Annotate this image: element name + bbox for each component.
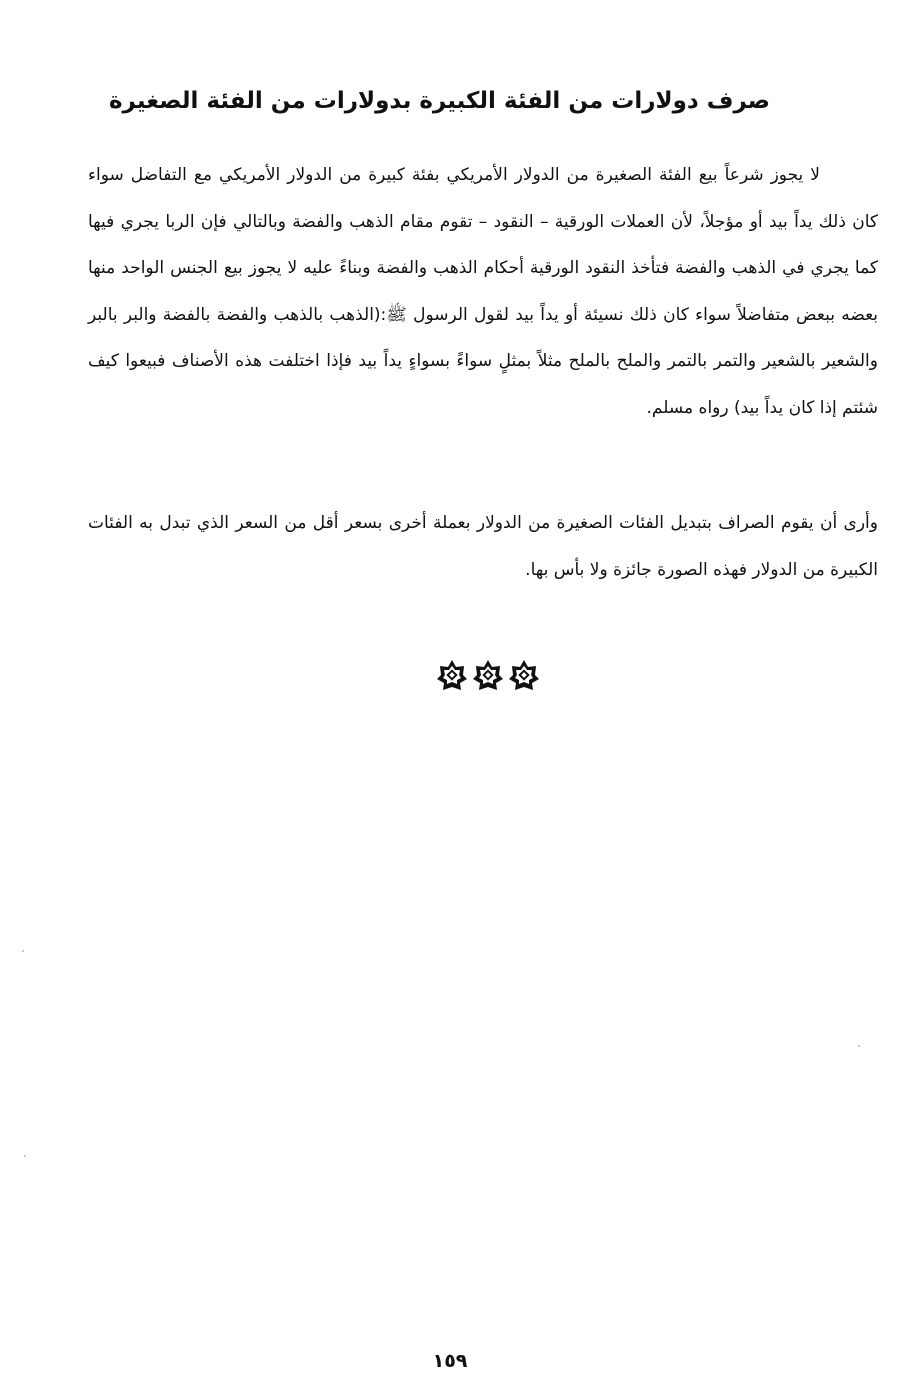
body-paragraph-2: وأرى أن يقوم الصراف بتبديل الفئات الصغيرة من الدولار بعملة أخرى بسعر أقل من السعر الذي تبدل به الفئات الكبيرة من الدولار فهذه الصورة جائزة ولا بأس بها. xyxy=(88,513,878,580)
section-divider-ornament xyxy=(436,656,540,694)
scan-speck xyxy=(22,950,24,952)
star-ornament-icon xyxy=(508,659,540,691)
page-number: ١٥٩ xyxy=(432,1350,468,1372)
star-ornament-icon xyxy=(436,659,468,691)
page-title: صرف دولارات من الفئة الكبيرة بدولارات من الفئة الصغيرة xyxy=(108,88,770,115)
star-ornament-icon xyxy=(472,659,504,691)
scan-speck xyxy=(24,1155,26,1157)
scan-speck xyxy=(858,1045,860,1047)
body-paragraph-1: لا يجوز شرعاً بيع الفئة الصغيرة من الدولار الأمريكي بفئة كبيرة من الدولار الأمريكي مع التفاضل سواء كان ذلك يداً بيد أو مؤجلاً، لأن العملات الورقية – النقود – تقوم مقام الذهب والفضة وبالتالي فإن الربا يجري فيها كما يجري في الذهب والفضة فتأخذ النقود الورقية أحكام الذهب والفضة وبناءً عليه لا يجوز بيع الجنس الواحد منها بعضه ببعض متفاضلاً سواء كان ذلك نسيئة أو يداً بيد لقول الرسول ﷺ:(الذهب بالذهب والفضة بالفضة والبر بالبر والشعير بالشعير والتمر بالتمر والملح بالملح مثلاً بمثلٍ سواءً بسواءٍ يداً بيد فإذا اختلفت هذه الأصناف فبيعوا كيف شئتم إذا كان يداً بيد) رواه مسلم. xyxy=(88,165,878,418)
